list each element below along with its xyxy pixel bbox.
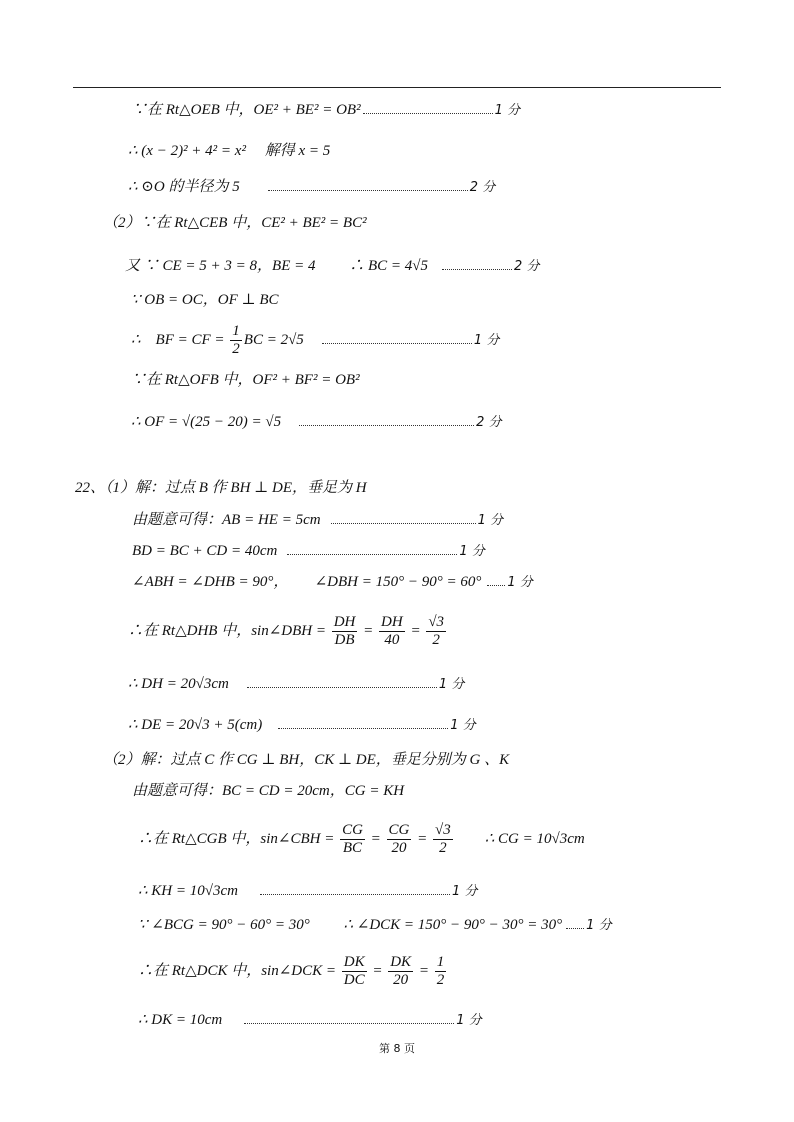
header-rule (73, 87, 721, 88)
solution-line: 由题意可得：BC = CD = 20cm，CG = KH (132, 783, 405, 799)
solution-line: 又 ∵ CE = 5 + 3 = 8，BE = 4 ∴ BC = 4√5 2 分 (125, 258, 540, 274)
solution-line: ∴ DE = 20√3 + 5(cm) 1 分 (128, 717, 476, 733)
fraction: $\frac{1}{2}$ (232, 323, 240, 358)
solution-line: 由题意可得：AB = HE = 5cm 1 分 (132, 512, 503, 528)
solution-line: ∵在 Rt△OEB 中，OE² + BE² = OB² 1 分 (132, 102, 520, 118)
solution-line: ∵ OB = OC，OF ⊥ BC (131, 292, 279, 308)
page-number: 第 8 页 (379, 1042, 415, 1055)
solution-line: ∴在 Rt△DHB 中，sin∠DBH = $\frac{DH}{DB}$ = $\frac{DH}{40}$ = $\frac{√3}{2}$ (128, 614, 445, 649)
solution-line: ∴ DH = 20√3cm 1 分 (128, 676, 465, 692)
solution-line: ∴ ⊙O 的半径为 5 2 分 (128, 179, 496, 195)
solution-line: （2）∵在 Rt△CEB 中，CE² + BE² = BC² (103, 215, 367, 231)
question-heading: （2）解：过点 C 作 CG ⊥ BH，CK ⊥ DE，垂足分别为 G 、K (103, 752, 510, 768)
solution-line: ∴ KH = 10√3cm 1 分 (138, 883, 478, 899)
solution-line: ∵在 Rt△OFB 中，OF² + BF² = OB² (131, 372, 360, 388)
solution-line: ∠ABH = ∠DHB = 90°， ∠DBH = 150° − 90° = 60° 1 分 (132, 574, 533, 590)
solution-line: BD = BC + CD = 40cm 1 分 (132, 543, 485, 559)
solution-line: ∵ ∠BCG = 90° − 60° = 30° ∴ ∠DCK = 150° − 90° − 30° = 30° 1 分 (138, 917, 612, 933)
solution-line: ∴ DK = 10cm 1 分 (138, 1012, 482, 1028)
solution-line: ∴在 Rt△CGB 中，sin∠CBH = $\frac{CG}{BC}$ = $\frac{CG}{20}$ = $\frac{√3}{2}$ ∴ CG = 10√3cm (138, 822, 585, 857)
solution-line: ∴ (x − 2)² + 4² = x² 解得 x = 5 (128, 143, 331, 159)
solution-line: ∴在 Rt△DCK 中，sin∠DCK = $\frac{DK}{DC}$ = $\frac{DK}{20}$ = $\frac{1}{2}$ (138, 954, 445, 989)
question-heading: 22、（1）解：过点 B 作 BH ⊥ DE，垂足为 H (75, 480, 367, 496)
solution-line: ∴ BF = CF = $\frac{1}{2}$ BC = 2√5 1 分 (131, 323, 500, 358)
solution-line: ∴ OF = √(25 − 20) = √5 2 分 (131, 414, 502, 430)
